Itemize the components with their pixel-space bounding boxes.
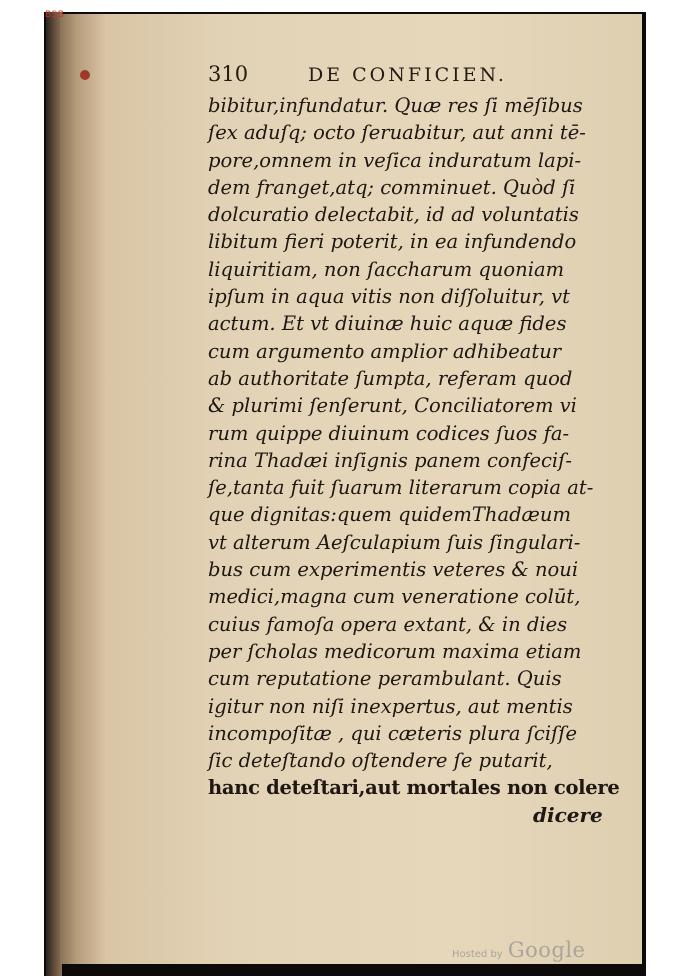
text-line: ipſum in aqua vitis non diſſoluitur, vt [208, 285, 571, 309]
text-line: ſe,tanta fuit ſuarum literarum copia at- [208, 476, 594, 500]
catchword: dicere [533, 803, 603, 827]
running-title: DE CONFICIEN. [308, 64, 507, 86]
text-line: bus cum experimentis veteres & noui [208, 558, 579, 582]
text-line: actum. Et vt diuinæ huic aquæ fides [208, 312, 567, 336]
text-line: rina Thadæi inſignis panem confeciſ- [208, 448, 572, 472]
text-line: cum reputatione perambulant. Quis [208, 667, 562, 691]
text-line: per ſcholas medicorum maxima etiam [208, 639, 582, 663]
text-line: medici,magna cum veneratione colūt, [208, 585, 581, 609]
text-line: ſex aduſq; octo ſeruabitur, aut anni tē- [208, 121, 586, 145]
page-number: 310 [208, 62, 249, 86]
page-header [208, 62, 507, 86]
text-line: ab authoritate ſumpta, referam quod [208, 366, 573, 390]
text-line: pore,omnem in veſica induratum lapi- [208, 148, 582, 172]
hosted-by-footer [452, 938, 585, 962]
text-line: dem franget,atq; comminuet. Quòd ſi [208, 175, 576, 199]
google-logo: Google [507, 938, 586, 962]
text-line: dolcuratio delectabit, id ad voluntatis [208, 203, 579, 227]
text-line: que dignitas:quem quidemThadæum [208, 503, 571, 527]
text-line: hanc deteſtari,aut mortales non colere [208, 776, 620, 800]
text-line: rum quippe diuinum codices ſuos fa- [208, 421, 570, 445]
text-line: igitur non niſi inexpertus, aut mentis [208, 694, 573, 718]
red-marker-dot [80, 70, 90, 80]
text-line: ſic deteſtando oſtendere ſe putarit, [208, 749, 553, 773]
text-line: cuius famoſa opera extant, & in dies [208, 612, 568, 636]
text-line: bibitur,infundatur. Quæ res ſi mēſibus [208, 94, 583, 117]
text-line: vt alterum Aeſculapium ſuis ſingulari- [208, 530, 581, 554]
text-line: & plurimi ſenſerunt, Conciliatorem vi [208, 394, 577, 418]
body-text [208, 92, 620, 802]
text-line: incompoſitæ , qui cæteris plura ſciſſe [208, 721, 578, 745]
text-line: cum argumento amplior adhibeatur [208, 339, 562, 363]
hosted-by-label: Hosted by [452, 949, 503, 960]
text-line: libitum fieri poterit, in ea infundendo [208, 230, 577, 254]
text-line: liquiritiam, non ſaccharum quoniam [208, 257, 565, 281]
library-stamp: BSB [45, 10, 65, 20]
